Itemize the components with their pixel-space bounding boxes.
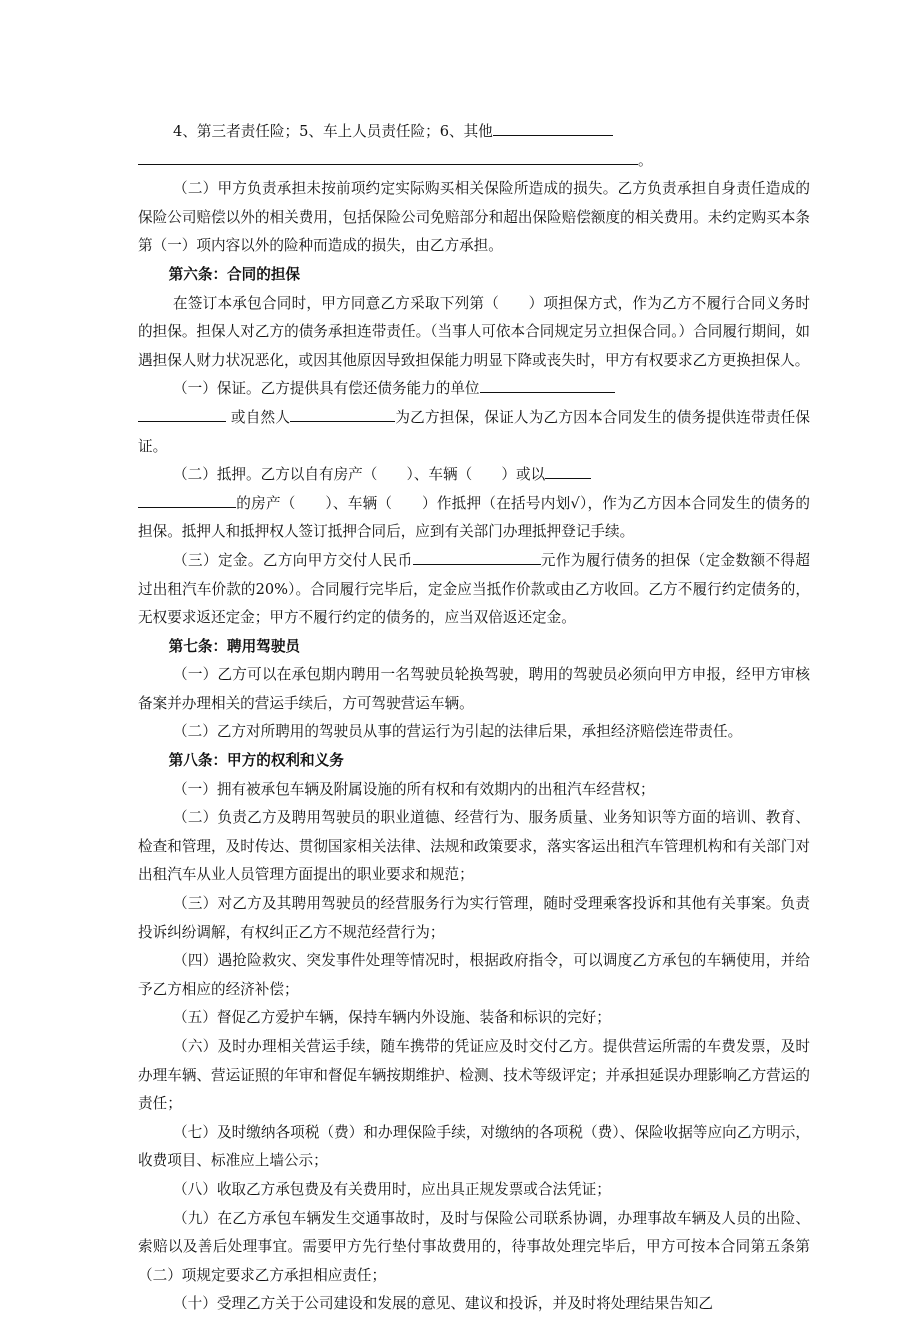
- article-7-item-1: （一）乙方可以在承包期内聘用一名驾驶员轮换驾驶，聘用的驾驶员必须向甲方申报，经甲方审核备案并办理相关的营运手续后，方可驾驶营运车辆。: [138, 666, 810, 712]
- insurance-items-line: [138, 118, 810, 147]
- guarantor-unit-blank: [480, 378, 615, 394]
- article-8-item-1: （一）拥有被承包车辆及附属设施的所有权和有效期内的出租汽车经营权；: [173, 780, 655, 798]
- article-7-item-2: （二）乙方对所聘用的驾驶员从事的营运行为引起的法律后果，承担经济赔偿连带责任。: [173, 723, 743, 741]
- other-insurance-blank-2: [138, 149, 638, 165]
- other-insurance-blank: [493, 120, 613, 136]
- article-6-guarantee: （一）保证。乙方提供具有偿还债务能力的单位 或自然人 为乙方担保，保证人为乙方因本合同发生的债务提供连带责任保证。: [138, 375, 810, 461]
- mortgage-owner-blank-2: [138, 492, 236, 508]
- article-6-heading: 第六条：合同的担保: [168, 265, 301, 283]
- article-8-item-9: （九）在乙方承包车辆发生交通事故时，及时与保险公司联系协调，办理事故车辆及人员的出险、索赔以及善后处理事宜。需要甲方先行垫付事故费用的，待事故处理完毕后，甲方可按本合同第五条第（二）项规定要求乙方承担相应责任；: [138, 1209, 810, 1284]
- article-8-item-8: （八）收取乙方承包费及有关费用时，应出具正规发票或合法凭证；: [173, 1180, 611, 1198]
- article-8-heading: 第八条：甲方的权利和义务: [168, 752, 344, 770]
- guarantor-unit-blank-2: [138, 406, 226, 422]
- insurance-other-continuation: 。: [138, 147, 810, 176]
- deposit-amount-blank: [413, 549, 541, 565]
- article-6-mortgage: （二）抵押。乙方以自有房产（ ）、车辆（ ）或以 的房产（ ）、车辆（ ）作抵押（在括号内划√），作为乙方因本合同发生的债务的担保。抵押人和抵押权人签订抵押合同后，应到有关部门办理抵押登记手续。: [138, 461, 810, 547]
- article-6-deposit: （三）定金。乙方向甲方交付人民币 元作为履行债务的担保（定金数额不得超过出租汽车价款的20%）。合同履行完毕后，定金应当抵作价款或由乙方收回。乙方不履行约定债务的，无权要求返还定金；甲方不履行约定的债务的，应当双倍返还定金。: [138, 547, 810, 633]
- insurance-items-text: 4、第三者责任险；5、车上人员责任险；6、其他: [173, 123, 493, 140]
- guarantor-person-blank: [290, 406, 395, 422]
- article-8-item-2: （二）负责乙方及聘用驾驶员的职业道德、经营行为、服务质量、业务知识等方面的培训、教育、检查和管理，及时传达、贯彻国家相关法律、法规和政策要求，落实客运出租汽车管理机构和有关部门对出租汽车从业人员管理方面提出的职业要求和规范；: [138, 809, 810, 884]
- article-8-item-4: （四）遇抢险救灾、突发事件处理等情况时，根据政府指令，可以调度乙方承包的车辆使用，并给予乙方相应的经济补偿；: [138, 952, 810, 998]
- document-page: [138, 118, 810, 1319]
- clause-5-item-2: （二）甲方负责承担未按前项约定实际购买相关保险所造成的损失。乙方负责承担自身责任造成的保险公司赔偿以外的相关费用，包括保险公司免赔部分和超出保险赔偿额度的相关费用。未约定购买本条第（一）项内容以外的险种而造成的损失，由乙方承担。: [138, 180, 810, 255]
- article-8-item-6: （六）及时办理相关营运手续，随车携带的凭证应及时交付乙方。提供营运所需的车费发票，及时办理车辆、营运证照的年审和督促车辆按期维护、检测、技术等级评定；并承担延误办理影响乙方营运的责任；: [138, 1038, 810, 1113]
- article-8-item-3: （三）对乙方及其聘用驾驶员的经营服务行为实行管理，随时受理乘客投诉和其他有关事案。负责投诉纠纷调解，有权纠正乙方不规范经营行为；: [138, 895, 810, 941]
- article-8-item-7: （七）及时缴纳各项税（费）和办理保险手续，对缴纳的各项税（费）、保险收据等应向乙方明示，收费项目、标准应上墙公示；: [138, 1123, 810, 1170]
- mortgage-owner-blank: [545, 464, 591, 480]
- article-6-intro: 在签订本承包合同时，甲方同意乙方采取下列第（ ）项担保方式，作为乙方不履行合同义务时的担保。担保人对乙方的债务承担连带责任。（当事人可依本合同规定另立担保合同。）合同履行期间，如遇担保人财力状况恶化，或因其他原因导致担保能力明显下降或丧失时，甲方有权要求乙方更换担保人。: [138, 294, 810, 369]
- article-7-heading: 第七条：聘用驾驶员: [168, 637, 301, 655]
- article-8-item-10: （十）受理乙方关于公司建设和发展的意见、建议和投诉，并及时将处理结果告知乙: [173, 1295, 714, 1313]
- article-8-item-5: （五）督促乙方爱护车辆，保持车辆内外设施、装备和标识的完好；: [173, 1009, 611, 1027]
